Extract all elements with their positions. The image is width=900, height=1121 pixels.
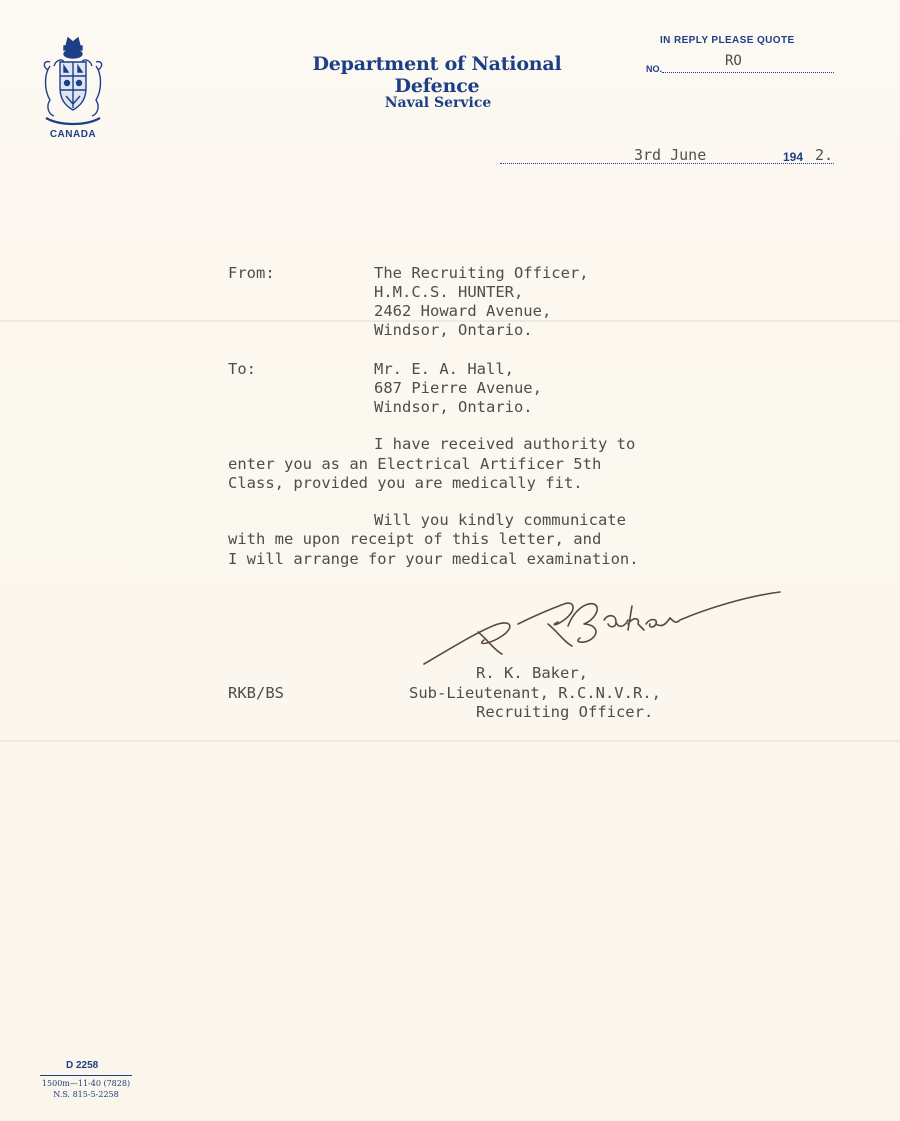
crest-country-label: CANADA (49, 129, 97, 140)
reference-number-label: NO. (646, 64, 663, 74)
service-title: Naval Service (384, 95, 492, 111)
body-line: with me upon receipt of this letter, and (228, 530, 602, 548)
date-day-month: 3rd June (634, 146, 707, 164)
signatory-title: Recruiting Officer. (476, 703, 654, 721)
reference-initials: RKB/BS (228, 684, 284, 702)
body-line: enter you as an Electrical Artificer 5th (228, 455, 602, 473)
reference-number-value: RO (725, 53, 742, 69)
from-line: Windsor, Ontario. (374, 321, 533, 339)
to-line: Windsor, Ontario. (374, 398, 533, 416)
form-code-rule (40, 1075, 132, 1076)
reply-quote-label: IN REPLY PLEASE QUOTE (660, 35, 795, 46)
body-line: I have received authority to (374, 435, 636, 453)
date-year-digit: 2. (815, 146, 834, 164)
signatory-name: R. K. Baker, (476, 664, 588, 682)
body-line: I will arrange for your medical examination. (228, 550, 639, 568)
body-line: Class, provided you are medically fit. (228, 474, 583, 492)
from-line: H.M.C.S. HUNTER, (374, 283, 524, 301)
to-line: 687 Pierre Avenue, (374, 379, 542, 397)
print-run-line: 1500m—11-40 (7828) (41, 1079, 131, 1088)
fold-line (0, 740, 900, 742)
handwritten-signature (418, 580, 788, 672)
from-line: 2462 Howard Avenue, (374, 302, 552, 320)
from-label: From: (228, 264, 275, 282)
body-line: Will you kindly communicate (374, 511, 626, 529)
reference-number-line (662, 72, 834, 73)
date-year-prefix: 194 (783, 150, 804, 164)
form-code: D 2258 (66, 1060, 99, 1071)
department-title: Department of National Defence (312, 53, 562, 97)
coat-of-arms-icon (40, 36, 106, 128)
to-line: Mr. E. A. Hall, (374, 360, 514, 378)
print-reference-line: N.S. 815-5-2258 (53, 1090, 119, 1099)
to-label: To: (228, 360, 256, 378)
from-line: The Recruiting Officer, (374, 264, 589, 282)
signatory-rank: Sub-Lieutenant, R.C.N.V.R., (409, 684, 661, 702)
